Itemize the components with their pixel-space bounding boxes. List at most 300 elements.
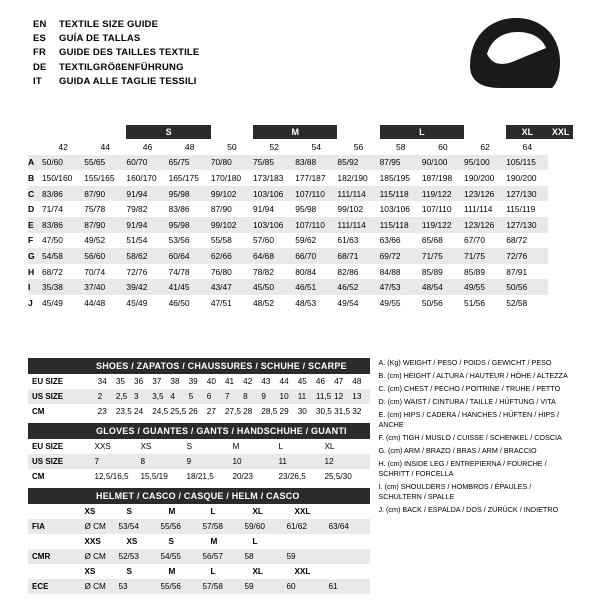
table-cell: 28 xyxy=(243,407,253,416)
table-row xyxy=(28,374,370,389)
table-cell: 48/52 xyxy=(253,297,274,308)
legend-list xyxy=(370,358,573,594)
helmet-size-letter: XXL xyxy=(294,567,311,576)
table-cell: 9 xyxy=(261,392,266,401)
table-cell: 177/187 xyxy=(295,172,326,183)
table-cell: 65/75 xyxy=(168,157,190,168)
helmet-size-letters xyxy=(80,504,370,519)
table-cell: 55/56 xyxy=(160,522,181,531)
table-cell: 12 xyxy=(324,457,334,466)
size-number: 46 xyxy=(142,141,153,152)
table-cell: 8 xyxy=(243,392,248,401)
lower-section xyxy=(28,358,573,594)
table-cell: 55/58 xyxy=(210,235,232,246)
table-cell: L xyxy=(278,442,284,451)
table-row xyxy=(28,233,573,249)
helmet-header-row xyxy=(28,564,370,579)
spacer xyxy=(28,534,80,549)
row-values xyxy=(94,389,371,404)
table-row xyxy=(28,389,370,404)
size-letter-XXL: XXL xyxy=(548,125,572,139)
table-cell: 61/63 xyxy=(337,235,359,246)
textile-size-table xyxy=(28,125,573,311)
table-cell: 41/45 xyxy=(168,282,190,293)
table-cell: 85/89 xyxy=(464,266,485,277)
table-cell: 34 xyxy=(97,377,107,386)
helmet-unit: Ø CM xyxy=(84,552,106,561)
table-cell: 83/86 xyxy=(42,219,63,230)
table-cell: 160/170 xyxy=(126,172,157,183)
table-row xyxy=(28,469,370,484)
left-tables xyxy=(28,358,370,594)
row-label: F xyxy=(28,235,34,246)
legend-item: F. (cm) TIGH / MUSLO / CUISSE / SCHENKEL / COSCIA xyxy=(378,432,562,442)
helmet-size-letter: M xyxy=(168,567,176,576)
table-cell: 69/72 xyxy=(379,250,401,261)
table-row xyxy=(28,279,573,295)
helmet-size-letter: M xyxy=(168,507,176,516)
helmet-header-row xyxy=(28,504,370,519)
size-letter-header-row xyxy=(28,125,573,139)
table-cell: 75/85 xyxy=(253,157,274,168)
table-cell: 38 xyxy=(170,377,180,386)
table-cell: 59 xyxy=(244,582,254,591)
table-cell: 80/84 xyxy=(295,266,317,277)
row-values xyxy=(90,439,370,454)
table-cell: 103/106 xyxy=(253,219,284,230)
gloves-title: GLOVES / GUANTES / GANTS / HANDSCHUHE / GUANTI xyxy=(28,423,370,439)
size-letter-XL: XL xyxy=(506,125,548,139)
table-cell: 55/65 xyxy=(84,157,106,168)
helmet-size-letter: S xyxy=(126,507,132,516)
table-cell: 57/58 xyxy=(202,582,223,591)
table-cell: 45/49 xyxy=(42,297,63,308)
row-label: B xyxy=(28,172,35,183)
table-cell: 23,5 xyxy=(115,407,132,416)
table-cell: 99/102 xyxy=(210,188,237,199)
row-label: US SIZE xyxy=(32,457,64,466)
title-row xyxy=(33,61,199,75)
language-code: FR xyxy=(33,47,47,59)
helmet-values xyxy=(80,579,370,594)
table-cell: 111/114 xyxy=(337,219,366,230)
table-row xyxy=(28,439,370,454)
helmet-size-letter: XS xyxy=(84,567,96,576)
table-cell: 53/56 xyxy=(168,235,190,246)
table-row xyxy=(28,295,573,311)
table-cell: 4 xyxy=(170,392,175,401)
table-cell: 42 xyxy=(243,377,253,386)
table-cell: 45 xyxy=(297,377,307,386)
helmet-size-letter: S xyxy=(126,567,132,576)
row-label: C xyxy=(28,188,35,199)
row-values xyxy=(94,404,371,419)
table-row xyxy=(28,201,573,217)
table-row xyxy=(28,248,573,264)
table-cell: 47 xyxy=(334,377,344,386)
table-cell: 29 xyxy=(279,407,289,416)
table-cell: 55/56 xyxy=(160,582,181,591)
row-label: E xyxy=(28,219,34,230)
table-cell: 7 xyxy=(224,392,230,401)
table-cell: 7 xyxy=(94,457,100,466)
table-cell: 51/56 xyxy=(464,297,485,308)
table-cell: 107/110 xyxy=(421,204,452,215)
table-cell: 83/88 xyxy=(295,157,317,168)
table-cell: 60/64 xyxy=(168,250,190,261)
table-row xyxy=(28,170,573,186)
table-cell: 54/58 xyxy=(42,250,63,261)
size-letter-S: S xyxy=(126,125,210,139)
table-cell: 187/198 xyxy=(421,172,453,183)
title-block xyxy=(33,18,199,89)
table-cell: 83/86 xyxy=(42,188,63,199)
table-cell: 40 xyxy=(206,377,216,386)
table-cell: 71/75 xyxy=(421,250,443,261)
table-cell: 2 xyxy=(97,392,103,401)
table-cell: 72/76 xyxy=(126,266,148,277)
table-cell: 115/119 xyxy=(506,204,536,215)
table-cell: 49/55 xyxy=(464,282,485,293)
table-cell: 53 xyxy=(118,582,128,591)
table-cell: 6 xyxy=(206,392,212,401)
helmet-size-letter: L xyxy=(210,507,216,516)
helmet-size-letter: XXL xyxy=(294,507,311,516)
table-row xyxy=(28,217,573,233)
table-cell: 50/56 xyxy=(421,297,443,308)
size-letter-M: M xyxy=(253,125,337,139)
table-cell: 39/42 xyxy=(126,282,148,293)
table-cell: 36 xyxy=(134,377,144,386)
table-cell: 71/75 xyxy=(464,250,485,261)
table-cell: 63/64 xyxy=(328,522,349,531)
table-row xyxy=(28,155,573,171)
table-cell: 90/100 xyxy=(421,157,448,168)
table-cell: 8 xyxy=(140,457,146,466)
size-number: 50 xyxy=(227,141,237,152)
table-cell: 115/118 xyxy=(379,188,409,199)
title-text: GUIDE DES TAILLES TEXTILE xyxy=(59,47,200,59)
table-cell: 67/70 xyxy=(464,235,485,246)
row-label: J xyxy=(28,297,33,308)
table-cell: 60/70 xyxy=(126,157,148,168)
table-cell: 95/98 xyxy=(168,219,190,230)
table-cell: 59 xyxy=(286,552,296,561)
table-cell: 13 xyxy=(352,392,362,401)
table-cell: 83/86 xyxy=(168,204,190,215)
table-cell: 56/57 xyxy=(202,552,223,561)
table-cell: 11,5 xyxy=(315,392,332,401)
legend-item: H. (cm) INSIDE LEG / ENTREPIERNA / FOURCHE / SCHRITT / FORCELLA xyxy=(378,458,547,479)
table-cell: 87/95 xyxy=(379,157,401,168)
table-cell: 30,5 xyxy=(315,407,332,416)
table-cell: 23 xyxy=(97,407,107,416)
legend-item: G. (cm) ARM / BRAZO / BRAS / ARM / BRACCIO xyxy=(378,445,537,455)
table-cell: 165/175 xyxy=(168,172,199,183)
table-cell: 61/62 xyxy=(286,522,307,531)
title-row xyxy=(33,18,199,32)
table-cell: 57/60 xyxy=(253,235,274,246)
table-row xyxy=(28,186,573,202)
table-cell: 46/52 xyxy=(337,282,359,293)
table-row xyxy=(28,404,370,419)
legend-item: J. (cm) BACK / ESPALDA / DOS / ZURÜCK / INDIETRO xyxy=(378,505,559,515)
title-text: TEXTILE SIZE GUIDE xyxy=(59,19,159,30)
legend-item: I. (cm) SHOULDERS / HOMBROS / ÉPAULES / SCHULTERN / SPALLE xyxy=(378,482,532,502)
table-cell: 26 xyxy=(188,407,198,416)
table-cell: 20/23 xyxy=(232,472,253,481)
row-label: CM xyxy=(32,472,45,481)
helmet-title: HELMET / CASCO / CASQUE / HELM / CASCO xyxy=(28,488,370,504)
table-cell: 50/56 xyxy=(506,282,528,293)
row-label: D xyxy=(28,204,35,215)
table-cell: 53/54 xyxy=(118,522,139,531)
row-label: H xyxy=(28,266,35,277)
table-cell: 111/114 xyxy=(464,204,493,215)
table-cell: 2,5 xyxy=(115,392,128,401)
table-cell: 91/94 xyxy=(253,204,274,215)
table-cell: XXS xyxy=(94,442,111,451)
size-number: 52 xyxy=(269,141,279,152)
language-code: IT xyxy=(33,75,42,87)
spacer xyxy=(28,504,80,519)
table-cell: 70/74 xyxy=(84,266,106,277)
helmet-size-letter: L xyxy=(252,537,258,546)
size-number: 62 xyxy=(480,141,490,152)
row-values xyxy=(90,454,370,469)
row-label: A xyxy=(28,157,35,168)
table-cell: 64/68 xyxy=(253,250,274,261)
table-cell: 85/92 xyxy=(337,157,359,168)
table-cell: 76/80 xyxy=(210,266,232,277)
row-label: CM xyxy=(32,407,45,416)
row-values xyxy=(90,469,370,484)
table-cell: 111/114 xyxy=(337,188,366,199)
table-cell: 35/38 xyxy=(42,282,63,293)
table-cell: 11 xyxy=(297,392,307,401)
gloves-table xyxy=(28,439,370,484)
table-cell: 31,5 xyxy=(334,407,351,416)
row-values xyxy=(94,374,371,389)
size-letter-L: L xyxy=(380,125,464,139)
table-cell: 99/102 xyxy=(337,204,364,215)
table-cell: 11 xyxy=(278,457,287,466)
helmet-size-letter: XL xyxy=(252,567,263,576)
size-number: 42 xyxy=(58,141,68,152)
table-cell: 65/68 xyxy=(421,235,443,246)
table-cell: 46/50 xyxy=(168,297,190,308)
table-cell: 43 xyxy=(261,377,271,386)
table-cell: 32 xyxy=(352,407,362,416)
table-cell: 68/72 xyxy=(506,235,528,246)
table-cell: 49/52 xyxy=(84,235,106,246)
table-cell: 49/54 xyxy=(337,297,359,308)
table-cell: 62/66 xyxy=(210,250,232,261)
table-cell: 74/78 xyxy=(168,266,190,277)
table-cell: 95/100 xyxy=(464,157,490,168)
table-cell: 95/98 xyxy=(168,188,190,199)
table-cell: 18/21,5 xyxy=(186,472,214,481)
shoes-table xyxy=(28,374,370,419)
table-row xyxy=(28,264,573,280)
table-cell: 52/53 xyxy=(118,552,139,561)
table-cell: 63/66 xyxy=(379,235,401,246)
size-number-row xyxy=(28,139,573,155)
size-number: 58 xyxy=(395,141,406,152)
table-cell: 3,5 xyxy=(152,392,164,401)
table-cell: 59/62 xyxy=(295,235,317,246)
table-cell: 127/130 xyxy=(506,188,537,199)
table-cell: 44/48 xyxy=(84,297,106,308)
table-cell: 68/72 xyxy=(42,266,63,277)
spacer xyxy=(28,564,80,579)
size-number: 64 xyxy=(522,141,533,152)
table-cell: 37/40 xyxy=(84,282,106,293)
table-cell: 12 xyxy=(334,392,344,401)
table-cell: 127/130 xyxy=(506,219,537,230)
table-cell: 123/126 xyxy=(464,188,495,199)
table-cell: 58 xyxy=(244,552,254,561)
title-text: TEXTILGRÖßENFÜHRUNG xyxy=(59,61,184,73)
table-cell: 3 xyxy=(134,392,139,401)
helmet-table xyxy=(28,504,370,594)
table-cell: 45/49 xyxy=(126,297,148,308)
table-cell: 99/102 xyxy=(210,219,237,230)
helmet-icon xyxy=(460,10,570,100)
table-cell: 85/89 xyxy=(421,266,443,277)
table-cell: 58/62 xyxy=(126,250,148,261)
table-cell: 103/106 xyxy=(253,188,284,199)
table-cell: 87/91 xyxy=(506,266,528,277)
language-code: DE xyxy=(33,61,47,73)
table-cell: 91/94 xyxy=(126,188,148,199)
legend-item: C. (cm) CHEST / PECHO / POITRINE / TRUHE / PETTO xyxy=(378,383,561,393)
size-number: 60 xyxy=(438,141,448,152)
table-cell: 5 xyxy=(188,392,194,401)
table-cell: 49/55 xyxy=(379,297,401,308)
table-cell: 47/51 xyxy=(210,297,232,308)
table-cell: 150/160 xyxy=(42,172,73,183)
size-number: 48 xyxy=(184,141,195,152)
table-cell: 61 xyxy=(328,582,338,591)
row-label: EU SIZE xyxy=(32,377,64,386)
table-cell: 27,5 xyxy=(224,407,241,416)
size-number: 44 xyxy=(100,141,111,152)
table-cell: 78/82 xyxy=(253,266,274,277)
table-cell: 48/54 xyxy=(421,282,443,293)
language-code: EN xyxy=(33,19,47,30)
helmet-size-letter: XXS xyxy=(84,537,101,546)
table-cell: 79/82 xyxy=(126,204,148,215)
table-cell: 185/195 xyxy=(379,172,410,183)
table-cell: 46/51 xyxy=(295,282,317,293)
helmet-standard-label: FIA xyxy=(32,522,45,531)
table-cell: 25,5/30 xyxy=(324,472,352,481)
table-cell: 66/70 xyxy=(295,250,317,261)
title-row xyxy=(33,75,199,89)
helmet-size-letter: XS xyxy=(126,537,138,546)
legend-item: D. (cm) WAIST / CINTURA / TAILLE / HÜFTUNG / VITA xyxy=(378,396,556,406)
table-cell: 71/74 xyxy=(42,204,63,215)
table-cell: 47/50 xyxy=(42,235,63,246)
helmet-value-row xyxy=(28,579,370,594)
table-cell: 170/180 xyxy=(210,172,242,183)
table-cell: 173/183 xyxy=(253,172,284,183)
table-cell: 57/58 xyxy=(202,522,223,531)
table-cell: 43/47 xyxy=(210,282,232,293)
helmet-size-letters xyxy=(80,534,370,549)
helmet-size-letter: S xyxy=(168,537,174,546)
table-cell: 119/122 xyxy=(421,219,452,230)
table-cell: 47/53 xyxy=(379,282,401,293)
table-cell: 95/98 xyxy=(295,204,317,215)
table-cell: S xyxy=(186,442,192,451)
helmet-unit: Ø CM xyxy=(84,522,106,531)
table-cell: 82/86 xyxy=(337,266,359,277)
table-cell: XS xyxy=(140,442,152,451)
shoes-title: SHOES / ZAPATOS / CHAUSSURES / SCHUHE / SCARPE xyxy=(28,358,370,374)
table-cell: 84/88 xyxy=(379,266,401,277)
helmet-standard-label: CMR xyxy=(32,552,51,561)
title-row xyxy=(33,32,199,46)
size-number: 56 xyxy=(353,141,364,152)
helmet-value-row xyxy=(28,519,370,534)
table-cell: 60 xyxy=(286,582,296,591)
table-cell: 48/53 xyxy=(295,297,317,308)
table-cell: 68/71 xyxy=(337,250,359,261)
table-cell: 15,5/19 xyxy=(140,472,168,481)
title-row xyxy=(33,46,199,60)
row-label: EU SIZE xyxy=(32,442,64,451)
helmet-size-letter: XL xyxy=(252,507,263,516)
helmet-size-letter: M xyxy=(210,537,218,546)
table-cell: 44 xyxy=(279,377,289,386)
table-cell: 24 xyxy=(134,407,144,416)
table-cell: 27 xyxy=(206,407,216,416)
row-label: US SIZE xyxy=(32,392,64,401)
table-cell: 105/115 xyxy=(506,157,536,168)
helmet-size-letters xyxy=(80,564,370,579)
table-cell: 72/76 xyxy=(506,250,528,261)
table-cell: 28,5 xyxy=(261,407,278,416)
table-cell: 23/26,5 xyxy=(278,472,306,481)
legend-item: A. (Kg) WEIGHT / PESO / POIDS / GEWICHT / PESO xyxy=(378,358,552,367)
helmet-values xyxy=(80,519,370,534)
table-cell: 91/94 xyxy=(126,219,148,230)
title-text: GUIDA ALLE TAGLIE TESSILI xyxy=(59,75,197,87)
table-cell: 103/106 xyxy=(379,204,410,215)
table-cell: 24,5 xyxy=(152,407,169,416)
table-cell: 9 xyxy=(186,457,192,466)
table-cell: 123/126 xyxy=(464,219,495,230)
table-row xyxy=(28,454,370,469)
table-cell: 37 xyxy=(152,377,162,386)
helmet-size-letter: L xyxy=(210,567,216,576)
table-cell: 107/110 xyxy=(295,219,325,230)
table-cell: 119/122 xyxy=(421,188,452,199)
table-cell: 10 xyxy=(279,392,289,401)
table-cell: 50/60 xyxy=(42,157,63,168)
table-cell: 54/55 xyxy=(160,552,181,561)
title-text: GUÍA DE TALLAS xyxy=(59,33,141,45)
helmet-size-letter: XS xyxy=(84,507,96,516)
table-cell: XL xyxy=(324,442,335,451)
table-cell: 10 xyxy=(232,457,242,466)
language-code: ES xyxy=(33,33,47,45)
table-cell: 56/60 xyxy=(84,250,106,261)
table-cell: 87/90 xyxy=(84,188,106,199)
table-cell: 45/50 xyxy=(253,282,274,293)
